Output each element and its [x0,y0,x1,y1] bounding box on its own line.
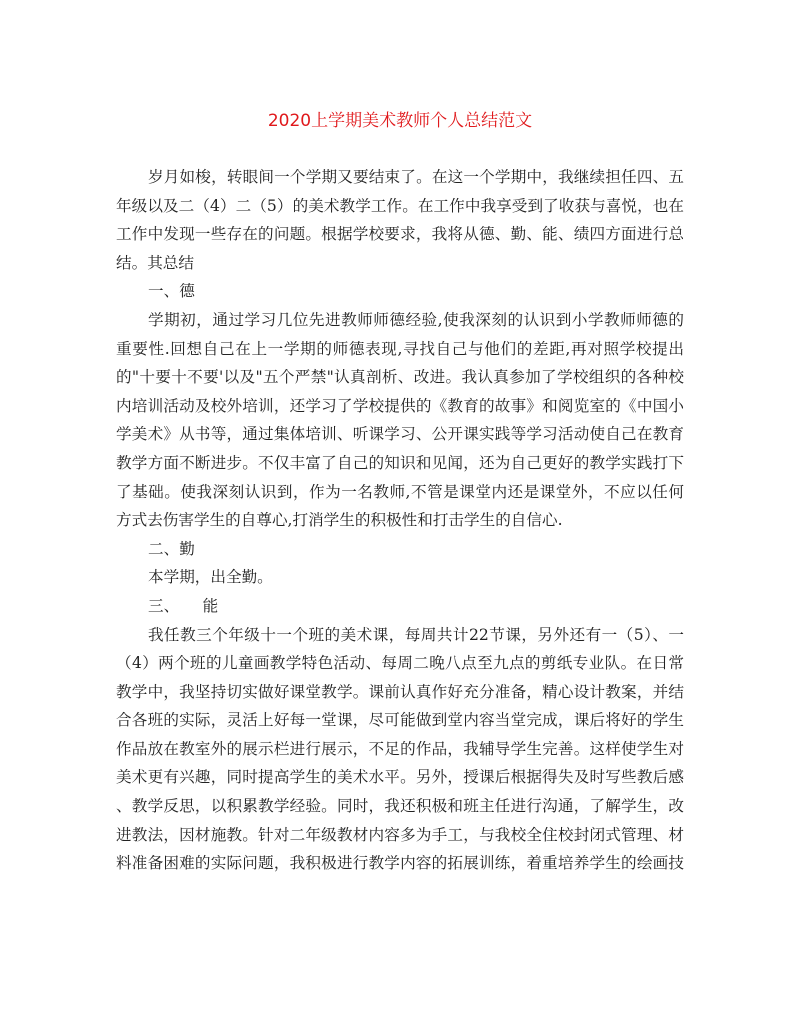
text-line: （4）两个班的儿童画教学特色活动、每周二晚八点至九点的剪纸专业队。在日常 [116,654,684,673]
text-line: 的"十要十不要'以及"五个严禁"认真剖析、改进。我认真参加了学校组织的各种校 [116,368,684,387]
text-line: 合各班的实际，灵活上好每一堂课，尽可能做到堂内容当堂完成，课后将好的学生 [116,711,684,730]
text-line: 教学方面不断进步。不仅丰富了自己的知识和见闻，还为自己更好的教学实践打下 [116,453,684,472]
text-line: 我任教三个年级十一个班的美术课，每周共计22节课，另外还有一（5）、一 [148,625,684,644]
text-line: 重要性.回想自己在上一学期的师德表现,寻找自己与他们的差距,再对照学校提出 [116,339,684,358]
text-line: 、教学反思，以积累教学经验。同时，我还积极和班主任进行沟通，了解学生，改 [116,797,684,816]
text-line: 学期初，通过学习几位先进教师师德经验,使我深刻的认识到小学教师师德的 [148,310,684,329]
text-line: 岁月如梭，转眼间一个学期又要结束了。在这一个学期中，我继续担任四、五 [148,168,684,186]
text-line: 内培训活动及校外培训，还学习了学校提供的《教育的故事》和阅览室的《中国小 [116,396,684,415]
text-line: 一、德 [148,282,195,301]
document-body [116,163,684,878]
text-line: 年级以及二（4）二（5）的美术教学工作。在工作中我享受到了收获与喜悦，也在 [116,196,684,215]
text-line: 学美术》从书等，通过集体培训、听课学习、公开课实践等学习活动使自己在教育 [116,425,684,444]
document-title: 2020上学期美术教师个人总结范文 [267,111,533,131]
text-line: 教学中，我坚持切实做好课堂教学。课前认真作好充分准备，精心设计教案，并结 [116,682,684,701]
text-line: 料准备困难的实际问题，我积极进行教学内容的拓展训练，着重培养学生的绘画技 [116,854,684,873]
text-line: 进教法，因材施教。针对二年级教材内容多为手工，与我校全住校封闭式管理、材 [116,825,684,844]
text-line: 结。其总结 [116,253,194,272]
text-line: 三、 能 [148,596,219,615]
text-line: 美术更有兴趣，同时提高学生的美术水平。另外，授课后根据得失及时写些教后感 [116,768,684,787]
text-line: 本学期，出全勤。 [148,568,273,587]
text-line: 作品放在教室外的展示栏进行展示，不足的作品，我辅导学生完善。这样使学生对 [116,739,684,758]
text-line: 二、勤 [148,539,195,558]
text-line: 方式去伤害学生的自尊心,打消学生的积极性和打击学生的自信心. [116,511,563,530]
text-line: 工作中发现一些存在的问题。根据学校要求，我将从德、勤、能、绩四方面进行总 [116,225,684,244]
text-line: 了基础。使我深刻认识到，作为一名教师,不管是课堂内还是课堂外，不应以任何 [116,482,684,501]
